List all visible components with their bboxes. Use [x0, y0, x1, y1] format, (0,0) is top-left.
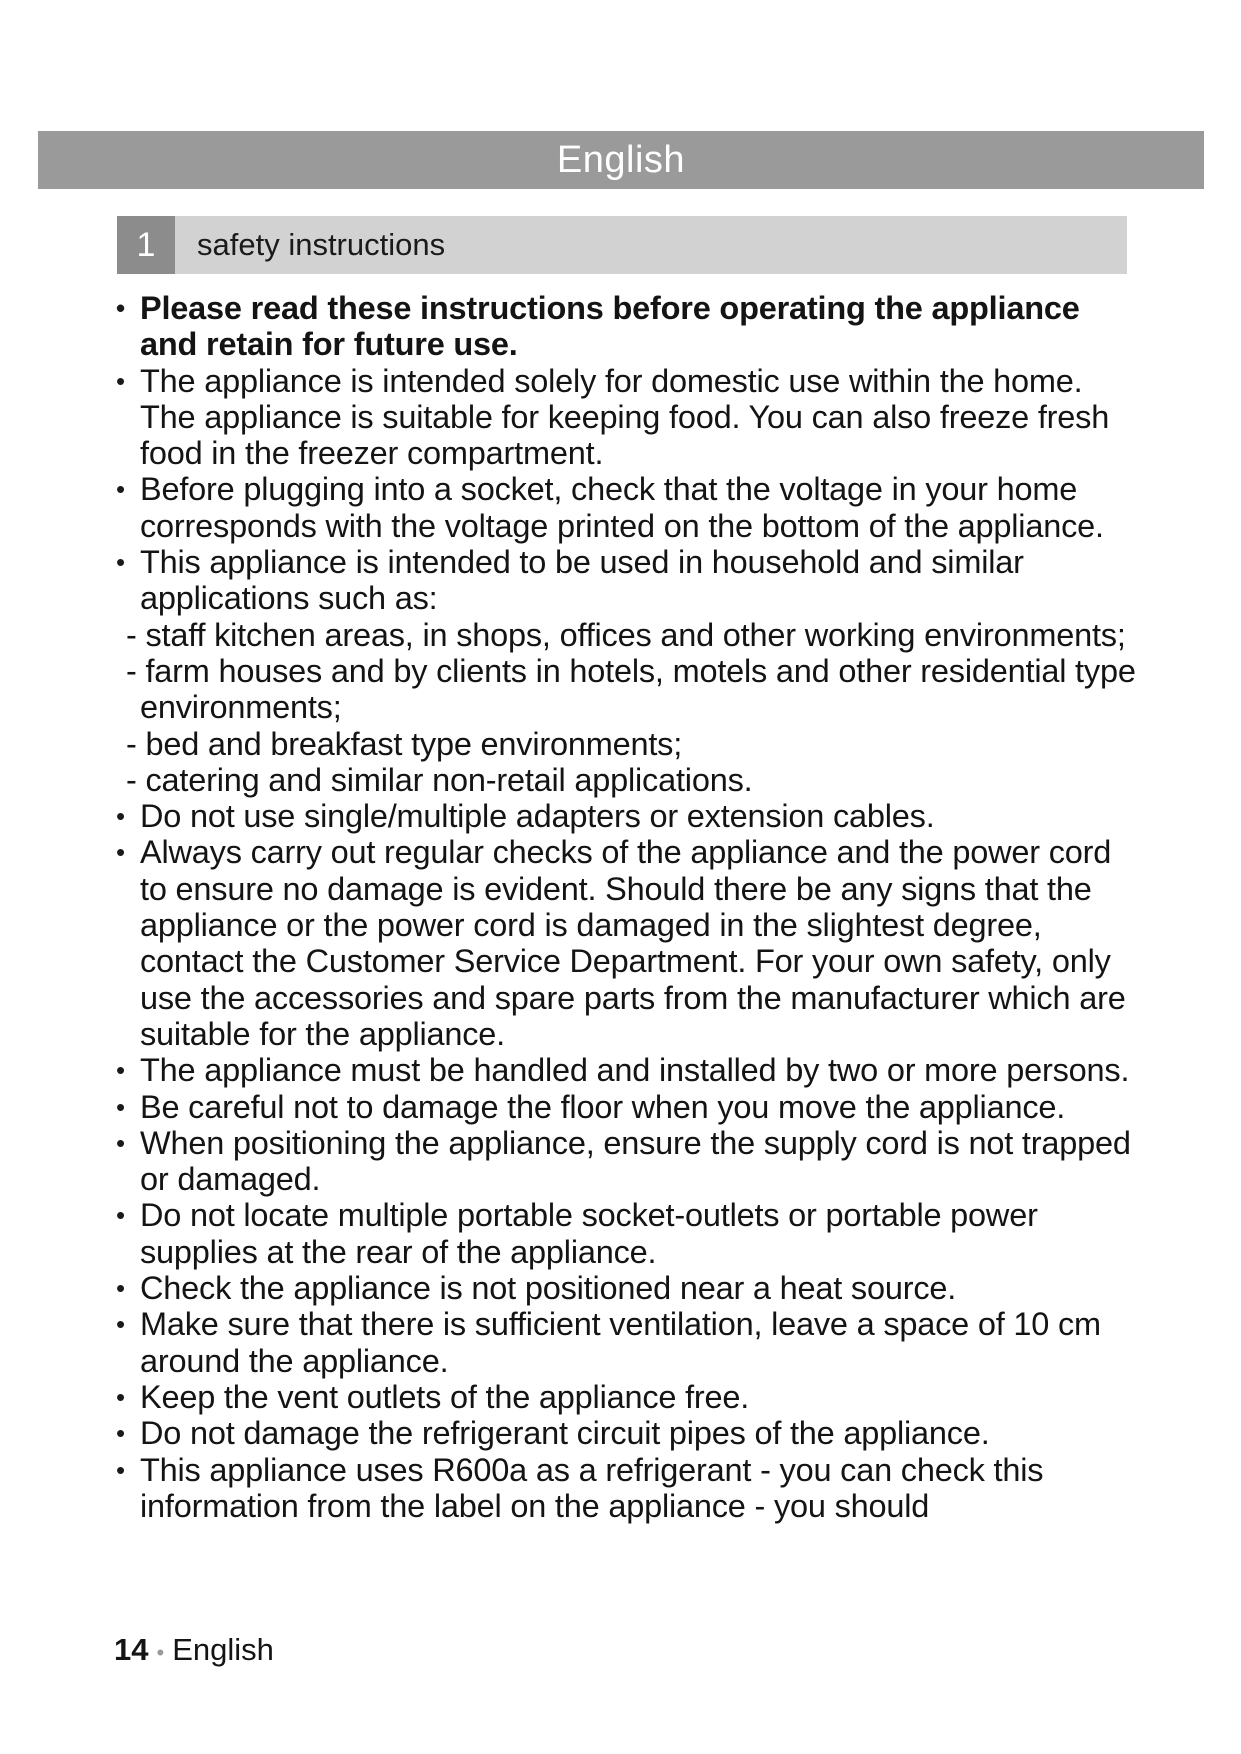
list-item: • This appliance is intended to be used in household and similar applications such as: — [116, 544, 1136, 617]
list-item: • Before plugging into a socket, check that the voltage in your home corresponds with the voltage printed on the bottom of the appliance. — [116, 471, 1136, 544]
list-item: • The appliance must be handled and installed by two or more persons. — [116, 1052, 1136, 1088]
list-item: • Do not use single/multiple adapters or extension cables. — [116, 798, 1136, 834]
list-item: • The appliance is intended solely for domestic use within the home. The appliance is suitable for keeping food. You can also freeze fresh food in the freezer compartment. — [116, 363, 1136, 472]
footer-language: English — [172, 1632, 274, 1667]
page-number: 14 — [114, 1632, 149, 1667]
list-item: • Do not locate multiple portable socket-outlets or portable power supplies at the rear of the appliance. — [116, 1197, 1136, 1270]
list-item: • Check the appliance is not positioned near a heat source. — [116, 1270, 1136, 1306]
list-item: • Please read these instructions before operating the appliance and retain for future use. — [116, 290, 1136, 363]
language-banner — [38, 131, 1204, 189]
list-item: • Keep the vent outlets of the appliance free. — [116, 1379, 1136, 1415]
section-title: safety instructions — [197, 227, 446, 262]
list-item: • Always carry out regular checks of the appliance and the power cord to ensure no damage is evident. Should there be any signs that the appliance or the power cord is damaged in the slightest degree, contact the Customer Service Department. For your own safety, only use the accessories and spare parts from the manufacturer which are suitable for the appliance. — [116, 834, 1136, 1052]
list-item: • Be careful not to damage the floor when you move the appliance. — [116, 1089, 1136, 1125]
section-header — [117, 216, 1127, 274]
sub-list-item: - farm houses and by clients in hotels, motels and other residential type environments; — [126, 652, 1136, 726]
instructions-list — [116, 290, 1136, 1524]
sub-list-item: - catering and similar non-retail applications. — [126, 761, 753, 798]
list-item: • This appliance uses R600a as a refrigerant - you can check this information from the label on the appliance - you should — [116, 1452, 1136, 1525]
sub-list-item: - bed and breakfast type environments; — [126, 725, 683, 762]
list-item: • When positioning the appliance, ensure the supply cord is not trapped or damaged. — [116, 1125, 1136, 1198]
footer-separator: • — [156, 1640, 165, 1665]
sub-list-item: - staff kitchen areas, in shops, offices and other working environments; — [126, 616, 1126, 653]
list-item: • Do not damage the refrigerant circuit pipes of the appliance. — [116, 1415, 1136, 1451]
list-item: • Make sure that there is sufficient ventilation, leave a space of 10 cm around the appliance. — [116, 1306, 1136, 1379]
section-number: 1 — [117, 216, 175, 274]
page-footer — [114, 1632, 274, 1668]
banner-title: English — [556, 139, 686, 181]
